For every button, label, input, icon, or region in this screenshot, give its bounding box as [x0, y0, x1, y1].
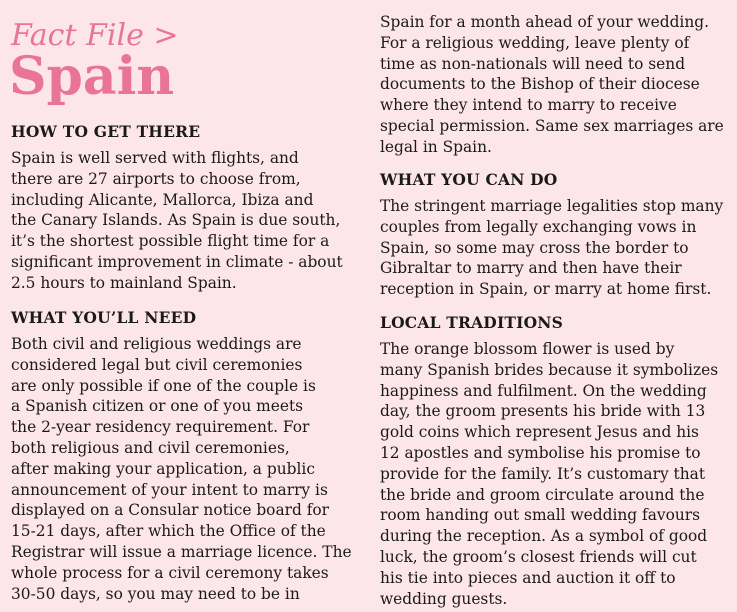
- text-line: reception in Spain, or marry at home first.: [380, 280, 712, 299]
- paragraph-what-youll-need-continued: [380, 12, 724, 158]
- text-line: many Spanish brides because it symbolizes: [380, 360, 719, 379]
- text-line: announcement of your intent to marry is: [11, 480, 328, 499]
- text-line: special permission. Same sex marriages are: [380, 116, 724, 135]
- text-line: Both civil and religious weddings are: [11, 335, 302, 353]
- text-line: the 2-year residency requirement. For: [11, 418, 310, 437]
- text-line: luck, the groom’s closest friends will cut: [380, 547, 697, 566]
- text-line: Spain for a month ahead of your wedding.: [380, 13, 709, 31]
- text-line: Gibraltar to marry and then have their: [380, 259, 682, 278]
- text-line: day, the groom presents his bride with 13: [380, 402, 706, 421]
- text-line: the bride and groom circulate around the: [380, 485, 705, 504]
- text-line: a Spanish citizen or one of you meets: [11, 397, 304, 416]
- text-line: whole process for a civil ceremony takes: [11, 563, 329, 582]
- heading-local-traditions: LOCAL TRADITIONS: [380, 313, 564, 332]
- text-line: including Alicante, Mallorca, Ibiza and: [11, 190, 314, 209]
- text-line: 30-50 days, so you may need to be in: [11, 584, 300, 603]
- text-line: For a religious wedding, leave plenty of: [380, 33, 690, 52]
- text-line: it’s the shortest possible flight time for a: [11, 232, 330, 251]
- text-line: where they intend to marry to receive: [380, 96, 677, 115]
- text-line: couples from legally exchanging vows in: [380, 217, 697, 236]
- text-line: 12 apostles and symbolise his promise to: [380, 443, 701, 462]
- text-line: both religious and civil ceremonies,: [11, 438, 290, 457]
- text-line: The orange blossom flower is used by: [380, 340, 675, 358]
- paragraph-what-you-can-do: [380, 196, 723, 300]
- text-line: happiness and fulfilment. On the wedding: [380, 381, 707, 400]
- text-line: the Canary Islands. As Spain is due south,: [11, 211, 341, 230]
- section-kicker: Fact File >: [11, 18, 179, 53]
- text-line: there are 27 airports to choose from,: [11, 169, 301, 188]
- text-line: provide for the family. It’s customary that: [380, 464, 705, 483]
- paragraph-local-traditions: [380, 339, 718, 609]
- text-line: documents to the Bishop of their diocese: [380, 75, 700, 94]
- text-line: displayed on a Consular notice board for: [11, 501, 330, 520]
- text-line: Spain, so some may cross the border to: [380, 238, 689, 257]
- text-line: The stringent marriage legalities stop many: [380, 197, 724, 215]
- paragraph-how-to-get-there: [11, 148, 343, 294]
- heading-what-youll-need: WHAT YOU’LL NEED: [11, 308, 197, 327]
- text-line: wedding guests.: [380, 589, 508, 608]
- text-line: considered legal but civil ceremonies: [11, 355, 303, 374]
- text-line: time as non-nationals will need to send: [380, 54, 686, 73]
- text-line: 15-21 days, after which the Office of the: [11, 522, 326, 541]
- text-line: during the reception. As a symbol of good: [380, 527, 708, 546]
- text-line: 2.5 hours to mainland Spain.: [11, 273, 237, 292]
- heading-how-to-get-there: HOW TO GET THERE: [11, 122, 201, 141]
- text-line: his tie into pieces and auction it off to: [380, 568, 676, 587]
- text-line: Spain is well served with flights, and: [11, 149, 299, 167]
- text-line: Registrar will issue a marriage licence. The: [11, 542, 352, 561]
- paragraph-what-youll-need: [11, 334, 352, 604]
- text-line: after making your application, a public: [11, 459, 315, 478]
- text-line: significant improvement in climate - about: [11, 252, 343, 271]
- text-line: legal in Spain.: [380, 137, 492, 156]
- text-line: gold coins which represent Jesus and his: [380, 423, 699, 442]
- text-line: room handing out small wedding favours: [380, 506, 701, 525]
- page-title: Spain: [9, 46, 175, 107]
- heading-what-you-can-do: WHAT YOU CAN DO: [380, 170, 558, 189]
- text-line: are only possible if one of the couple is: [11, 376, 316, 395]
